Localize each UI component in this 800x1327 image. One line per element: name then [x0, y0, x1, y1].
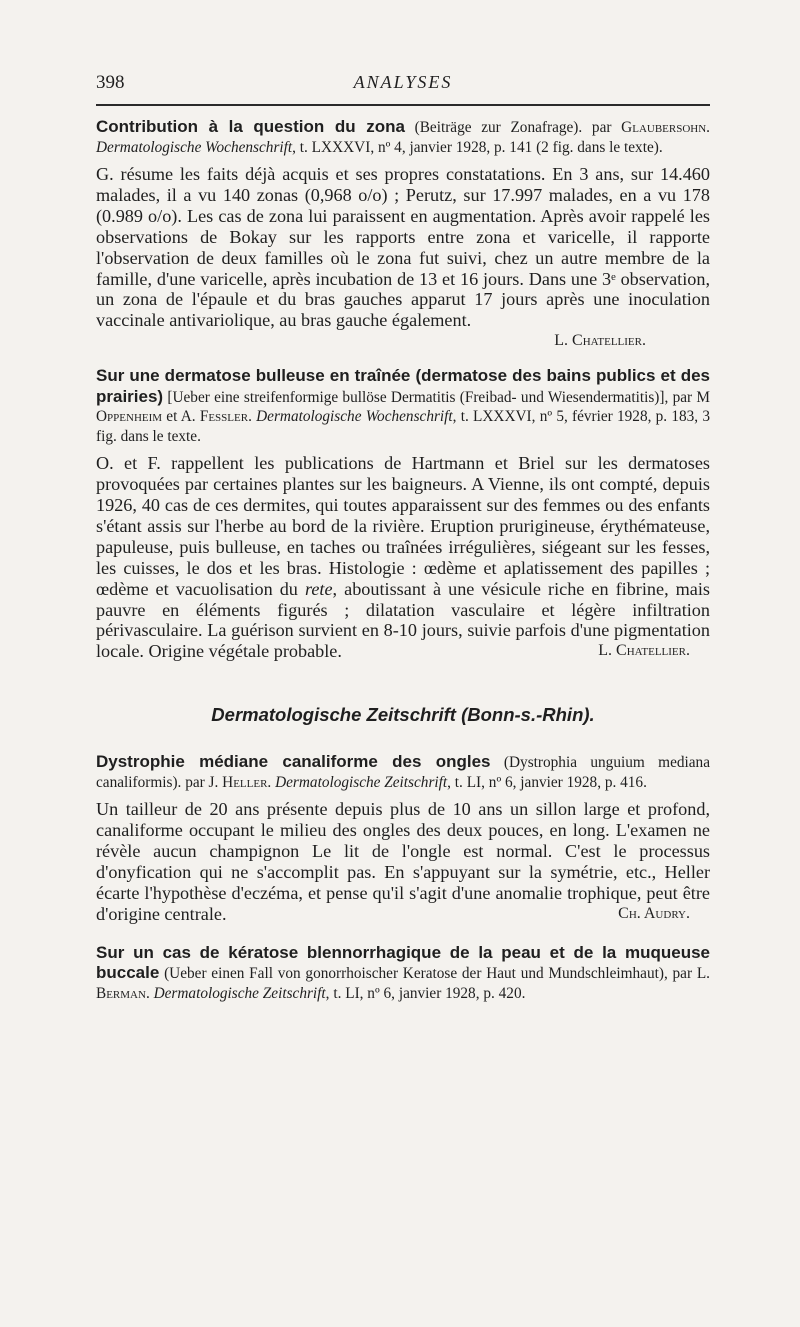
- article-body: G. résume les faits déjà acquis et ses propres constatations. En 3 ans, sur 14.460 malades, il a vu 140 zonas (0,968 o/o) ; Perutz, sur 17.997 malades, en a vu 178 (0.989 o/o). Les cas de zona lui paraissent en augmentation. Après avoir rappelé les observations de Bokay sur les rapports entre zona et varicelle, il rapporte l'observation de deux familles où le zona fut suivi, chez un autre membre de la famille, d'une varicelle, après incubation de 13 et 16 jours. Dans une 3ᵉ observation, un zona de l'épaule et du bras gauches apparut 17 jours après une inoculation vaccinale antivariolique, au bras gauche également.: [96, 164, 710, 331]
- article-title-text: , t. LI, nº 6, janvier 1928, p. 416.: [447, 773, 647, 791]
- article-journal: Dermatologische Wochenschrift: [96, 138, 293, 156]
- article-title: [96, 117, 710, 157]
- page-content: [96, 117, 710, 1003]
- article-title-text: .: [706, 119, 710, 136]
- article-body-text: , aboutissant à une vésicule riche en fibrine, mais pauvre en éléments figurés ; dilatation vasculaire et légère infiltration périvasculaire. La guérison survient en 8-10 jours, suivie parfois d'une pigmentation locale. Origine végétale probable.: [96, 578, 710, 662]
- article-title-bold: Dystrophie médiane canaliforme des ongles: [96, 752, 491, 772]
- article: [96, 943, 710, 1004]
- article-title-bold: Sur un cas de kératose blennorrhagique de la peau et de la muqueuse buccale: [96, 942, 710, 983]
- article-title-text: (Beiträge zur Zonafrage). par: [404, 119, 622, 136]
- article-title: [96, 366, 710, 446]
- article-title: [96, 943, 710, 1004]
- article-title-text: .: [145, 984, 154, 1002]
- article-title-bold: Sur une dermatose bulleuse en traînée (dermatose des bains publics et des prairies): [96, 366, 710, 406]
- article-title-text: (Ueber einen Fall von gonorrhoischer Keratose der Haut und Mundschleimhaut), par L.: [159, 965, 710, 983]
- article-journal: Dermatologische Zeitschrift: [275, 773, 448, 791]
- article-author: Glaubersohn: [621, 119, 707, 136]
- running-head: ANALYSES: [353, 72, 453, 92]
- journal-heading: Dermatologische Zeitschrift (Bonn-s.-Rhin).: [211, 704, 595, 726]
- article: [96, 117, 710, 352]
- header-rule: [96, 104, 710, 106]
- article-title-text: .: [248, 408, 257, 426]
- article-title-text: et A.: [162, 408, 200, 426]
- page-header: [96, 72, 710, 100]
- article-body-italic: rete: [304, 578, 333, 599]
- article-body: [96, 453, 710, 662]
- article-signature: L. Chatellier.: [598, 642, 690, 660]
- article-title-text: , t. LXXXVI, nº 4, janvier 1928, p. 141 (2 fig. dans le texte).: [292, 138, 663, 156]
- article-signature: L. Chatellier.: [554, 332, 646, 350]
- article-title-text: (Dystrophia unguium mediana canaliformis). par J.: [96, 754, 710, 791]
- article-title-bold: Contribution à la question du zona: [96, 117, 405, 136]
- article-body-text: O. et F. rappellent les publications de Hartmann et Briel sur les dermatoses provoquées par certaines plantes sur les baigneurs. A Vienne, ils ont compté, depuis 1926, 40 cas de ces dermites, qui toutes apparaissent sur des femmes ou des enfants s'étant assis sur l'herbe au bord de la rivière. Eruption prurigineuse, érythémateuse, papuleuse, puis bulleuse, en taches ou traînées irrégulières, siégeant sur les fesses, les cuisses, le dos et les bras. Histologie : œdème et aplatissement des papilles ; œdème et vacuolisation du: [96, 453, 710, 599]
- article-journal: Dermatologische Wochenschrift: [256, 408, 453, 426]
- article: [96, 752, 710, 924]
- article-author: Oppenheim: [96, 408, 163, 426]
- page-number: 398: [96, 72, 125, 93]
- article-author-2: Fessler: [199, 408, 249, 426]
- article-title-text: [Ueber eine streifenformige bullöse Dermatitis (Freibad- und Wiesendermatitis)], par M: [163, 388, 710, 406]
- article-journal: Dermatologische Zeitschrift: [153, 984, 326, 1002]
- article-signature: Ch. Audry.: [618, 904, 690, 922]
- article-author: Heller: [222, 773, 268, 791]
- article-body: Un tailleur de 20 ans présente depuis plus de 10 ans un sillon large et profond, canaliforme occupant le milieu des ongles des deux pouces, en long. L'examen ne révèle aucun champignon Le lit de l'ongle est normal. C'est le processus d'onyfication qui ne s'accomplit pas. En s'appuyant sur la symétrie, etc., Heller écarte l'hypothèse d'eczéma, et pense qu'il s'agit d'une anomalie trophique, peut être d'origine centrale.: [96, 799, 710, 924]
- article-title-text: , t. LXXXVI, nº 5, février 1928, p. 183, 3 fig. dans le texte.: [96, 408, 710, 445]
- article-title-text: , t. LI, nº 6, janvier 1928, p. 420.: [325, 984, 526, 1002]
- article-title-text: .: [267, 773, 276, 791]
- article: [96, 366, 710, 662]
- article-author: Berman: [96, 984, 146, 1002]
- article-title: [96, 752, 710, 792]
